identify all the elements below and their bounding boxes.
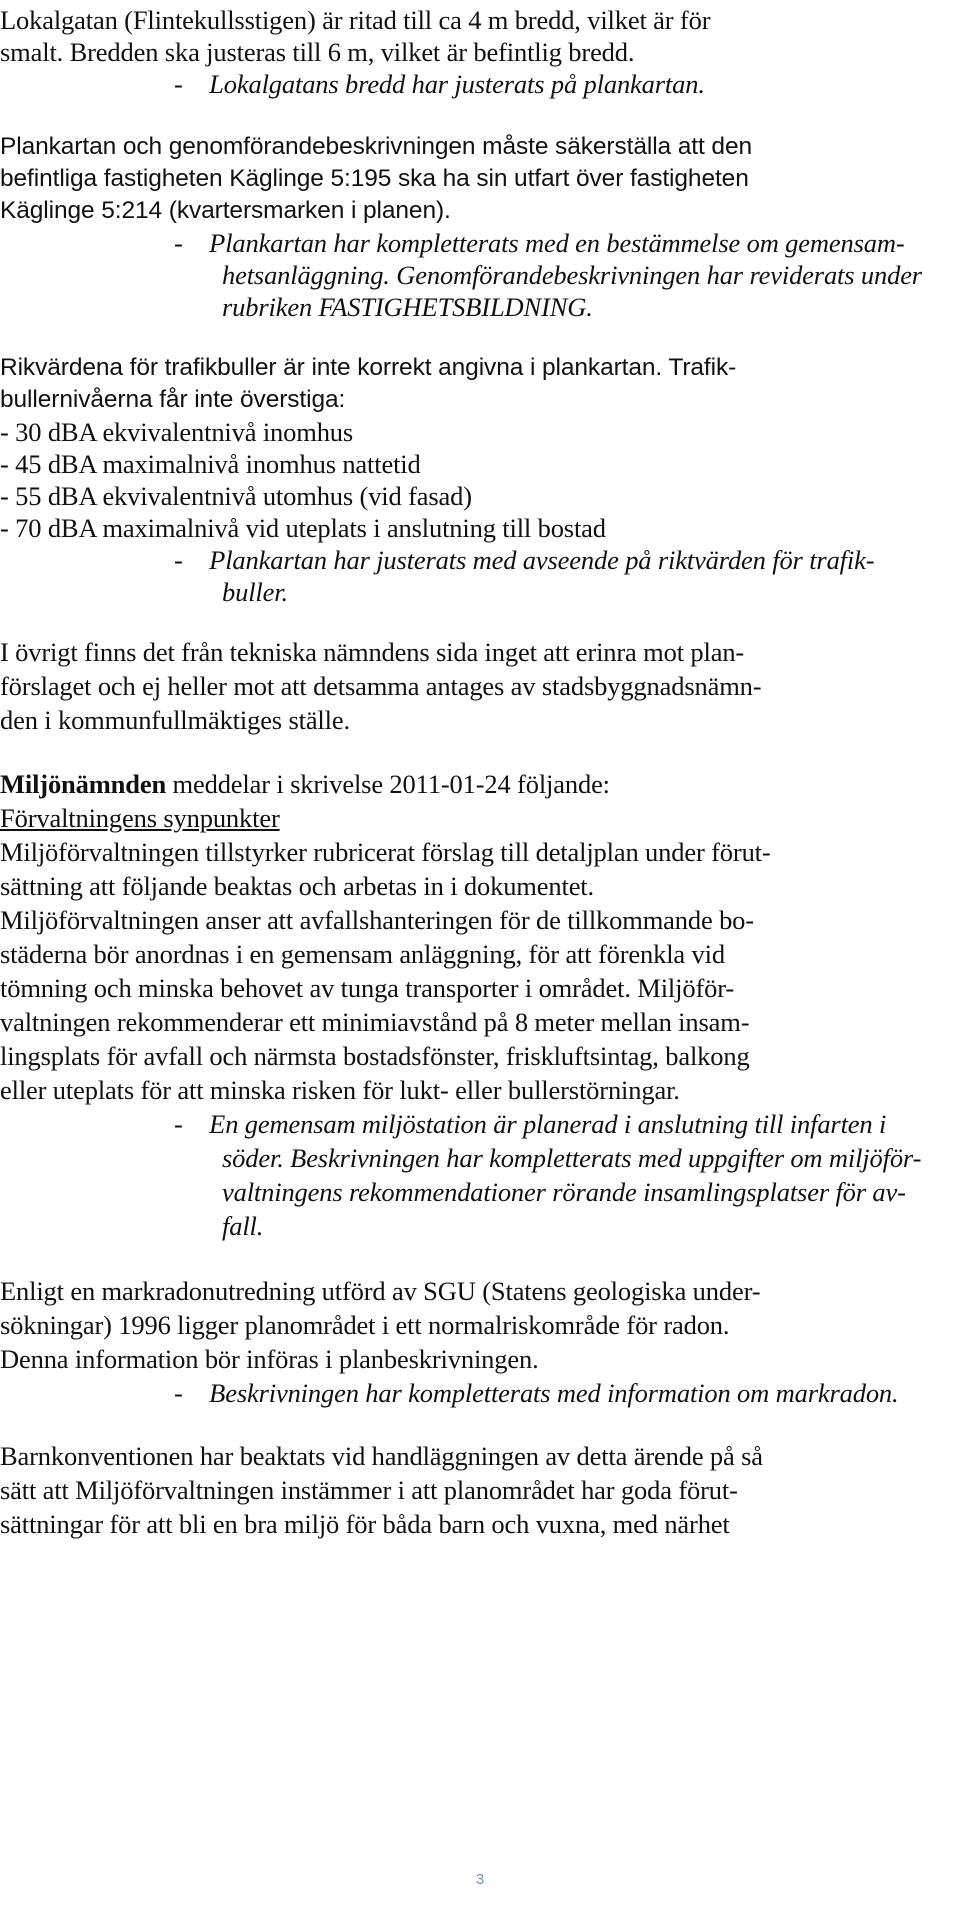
section-title: Miljönämnden [0,769,167,799]
response-note [0,1377,899,1409]
body-line: Denna information bör införas i planbeskrivningen. [0,1344,539,1374]
response-text: Lokalgatans bredd har justerats på plankartan. [209,69,705,99]
body-line: Barnkonventionen har beaktats vid handläggningen av detta ärende på så [0,1441,763,1471]
response-text: buller. [222,577,288,607]
body-line: valtningen rekommenderar ett minimiavstånd på 8 meter mellan insam- [0,1007,750,1037]
body-line: lingsplats för avfall och närmsta bostadsfönster, friskluftsintag, balkong [0,1041,750,1071]
body-line: den i kommunfullmäktiges ställe. [0,705,350,735]
response-text: fall. [222,1211,264,1241]
body-line: sättningar för att bli en bra miljö för båda barn och vuxna, med närhet [0,1509,730,1539]
response-note [0,68,705,100]
dash-marker: - [174,1378,183,1408]
response-text: Plankartan har kompletterats med en bestämmelse om gemensam- [209,228,905,258]
body-line: befintliga fastigheten Käglinge 5:195 ska ha sin utfart över fastigheten [0,165,749,192]
response-text: En gemensam miljöstation är planerad i anslutning till infarten i [209,1109,887,1139]
body-line: bullernivåerna får inte överstiga: [0,386,346,413]
body-line: Rikvärdena för trafikbuller är inte korrekt angivna i plankartan. Trafik- [0,354,737,381]
dash-marker: - [174,69,183,99]
body-line: Miljöförvaltningen tillstyrker rubricerat förslag till detaljplan under förut- [0,837,771,867]
response-text: Beskrivningen har kompletterats med information om markradon. [209,1378,899,1408]
dash-marker: - [174,545,183,575]
body-line: sökningar) 1996 ligger planområdet i ett normalriskområde för radon. [0,1310,730,1340]
response-text: Plankartan har justerats med avseende på riktvärden för trafik- [209,545,875,575]
body-line: eller uteplats för att minska risken för lukt- eller bullerstörningar. [0,1075,680,1105]
section-intro [0,768,610,800]
body-line: Lokalgatan (Flintekullsstigen) är ritad till ca 4 m bredd, vilket är för [0,5,711,35]
page-number: 3 [475,1871,485,1888]
body-line: smalt. Bredden ska justeras till 6 m, vilket är befintlig bredd. [0,37,635,67]
response-text: rubriken FASTIGHETSBILDNING. [222,292,593,322]
body-line: Käglinge 5:214 (kvartersmarken i planen). [0,197,451,224]
body-line: städerna bör anordnas i en gemensam anläggning, för att förenkla vid [0,939,725,969]
body-line: Plankartan och genomförandebeskrivningen måste säkerställa att den [0,133,752,160]
response-note [0,1108,886,1140]
body-line: Miljöförvaltningen anser att avfallshanteringen för de tillkommande bo- [0,905,754,935]
list-item: - 55 dBA ekvivalentnivå utomhus (vid fasad) [0,481,472,511]
response-text: söder. Beskrivningen har kompletterats med uppgifter om miljöför- [222,1143,922,1173]
response-text: hetsanläggning. Genomförandebeskrivningen har reviderats under [222,260,922,290]
dash-marker: - [174,1109,183,1139]
subheading: Förvaltningens synpunkter [0,803,280,833]
response-note [0,227,905,259]
body-line: Enligt en markradonutredning utförd av SGU (Statens geologiska under- [0,1276,761,1306]
body-line: I övrigt finns det från tekniska nämndens sida inget att erinra mot plan- [0,637,745,667]
body-line: förslaget och ej heller mot att detsamma antages av stadsbyggnadsnämn- [0,671,762,701]
body-line: sätt att Miljöförvaltningen instämmer i att planområdet har goda förut- [0,1475,738,1505]
body-line: sättning att följande beaktas och arbetas in i dokumentet. [0,871,594,901]
list-item: - 45 dBA maximalnivå inomhus nattetid [0,449,421,479]
response-note [0,544,874,576]
list-item: - 70 dBA maximalnivå vid uteplats i anslutning till bostad [0,513,606,543]
section-intro-text: meddelar i skrivelse 2011-01-24 följande: [166,769,610,799]
dash-marker: - [174,228,183,258]
body-line: tömning och minska behovet av tunga transporter i området. Miljöför- [0,973,735,1003]
list-item: - 30 dBA ekvivalentnivå inomhus [0,417,354,447]
response-text: valtningens rekommendationer rörande insamlingsplatser för av- [222,1177,906,1207]
